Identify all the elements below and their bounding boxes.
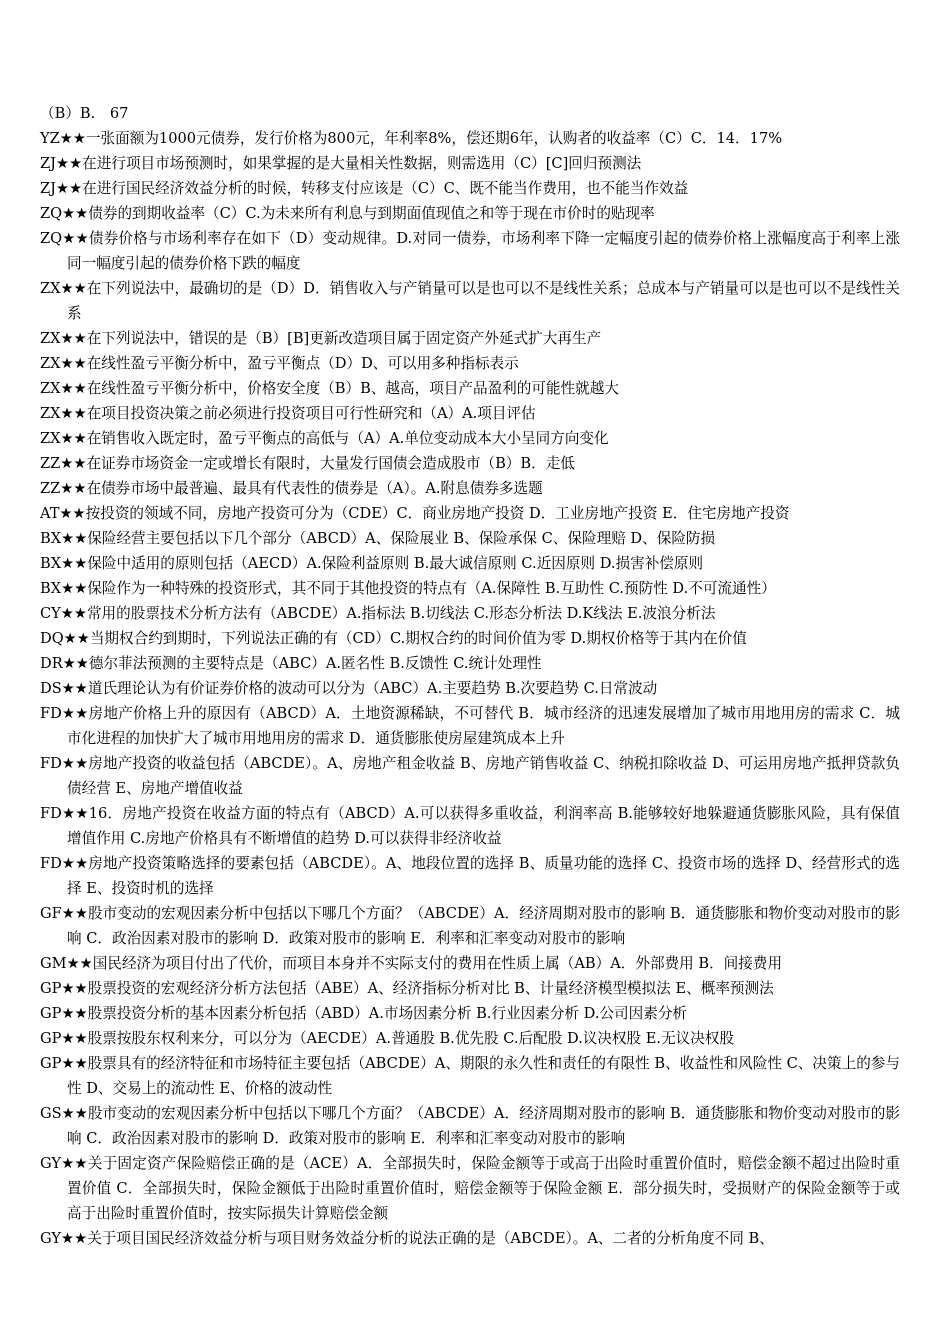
entry-line: GP★★股票具有的经济特征和市场特征主要包括（ABCDE）A、期限的永久性和责任的有限性 B、收益性和风险性 C、决策上的参与性 D、交易上的流动性 E、价格的波动性 — [40, 1055, 900, 1097]
entry-line: FD★★房地产投资的收益包括（ABCDE）。A、房地产租金收益 B、房地产销售收益 C、纳税扣除收益 D、可运用房地产抵押贷款负债经营 E、房地产增值收益 — [40, 755, 900, 797]
entry-line: GY★★关于固定资产保险赔偿正确的是（ACE）A．全部损失时，保险金额等于或高于出险时重置价值时，赔偿金额不超过出险时重置价值 C．全部损失时，保险金额低于出险时重置价值时，赔偿金额等于保险金额 E．部分损失时，受损财产的保险金额等于或高于出险时重置价值时，按实际损失计算赔偿金额 — [40, 1155, 900, 1222]
entry-line: DQ★★当期权合约到期时，下列说法正确的有（CD）C.期权合约的时间价值为零 D.期权价格等于其内在价值 — [40, 630, 747, 647]
entry-line: ZJ★★在进行项目市场预测时，如果掌握的是大量相关性数据，则需选用（C）[C]回归预测法 — [40, 155, 642, 172]
entry-line: FD★★房地产价格上升的原因有（ABCD）A．土地资源稀缺，不可替代 B．城市经济的迅速发展增加了城市用地用房的需求 C．城市化进程的加快扩大了城市用地用房的需求 D．通货膨胀使房屋建筑成本上升 — [40, 705, 900, 747]
entry-line: ZX★★在下列说法中，最确切的是（D）D．销售收入与产销量可以是也可以不是线性关系；总成本与产销量可以是也可以不是线性关系 — [40, 280, 900, 322]
entry-line: GY★★关于项目国民经济效益分析与项目财务效益分析的说法正确的是（ABCDE）。A、二者的分析角度不同 B、 — [40, 1230, 774, 1247]
entry-line: ZX★★在销售收入既定时，盈亏平衡点的高低与（A）A.单位变动成本大小呈同方向变化 — [40, 430, 609, 447]
entry-line: ZX★★在线性盈亏平衡分析中，盈亏平衡点（D）D、可以用多种指标表示 — [40, 355, 519, 372]
entry-line: DR★★德尔菲法预测的主要特点是（ABC）A.匿名性 B.反馈性 C.统计处理性 — [40, 655, 542, 672]
entry-line: BX★★保险经营主要包括以下几个部分（ABCD）A、保险展业 B、保险承保 C、保险理赔 D、保险防损 — [40, 530, 716, 547]
entry-line: DS★★道氏理论认为有价证券价格的波动可以分为（ABC）A.主要趋势 B.次要趋势 C.日常波动 — [40, 680, 658, 697]
entry-line: ZX★★在线性盈亏平衡分析中，价格安全度（B）B、越高，项目产品盈利的可能性就越大 — [40, 380, 619, 397]
document-body — [40, 101, 900, 1251]
entry-line: GP★★股票按股东权利来分，可以分为（AECDE）A.普通股 B.优先股 C.后配股 D.议决权股 E.无议决权股 — [40, 1030, 735, 1047]
entry-line: ZX★★在项目投资决策之前必须进行投资项目可行性研究和（A）A.项目评估 — [40, 405, 536, 422]
entry-line: FD★★16．房地产投资在收益方面的特点有（ABCD）A.可以获得多重收益，利润率高 B.能够较好地躲避通货膨胀风险，具有保值增值作用 C.房地产价格具有不断增值的趋势 D.可以获得非经济收益 — [40, 805, 900, 847]
entry-line: ZX★★在下列说法中，错误的是（B）[B]更新改造项目属于固定资产外延式扩大再生产 — [40, 330, 602, 347]
entry-line: AT★★按投资的领域不同，房地产投资可分为（CDE）C．商业房地产投资 D．工业房地产投资 E．住宅房地产投资 — [40, 505, 790, 522]
entry-line: GP★★股票投资分析的基本因素分析包括（ABD）A.市场因素分析 B.行业因素分析 D.公司因素分析 — [40, 1005, 688, 1022]
entry-line: GF★★股市变动的宏观因素分析中包括以下哪几个方面？（ABCDE）A．经济周期对股市的影响 B．通货膨胀和物价变动对股市的影响 C．政治因素对股市的影响 D．政策对股市的影响 E．利率和汇率变动对股市的影响 — [40, 905, 900, 947]
entry-line: ZZ★★在债券市场中最普遍、最具有代表性的债券是（A）。A.附息债券多选题 — [40, 480, 543, 497]
entry-line: ZZ★★在证券市场资金一定或增长有限时，大量发行国债会造成股市（B）B．走低 — [40, 455, 575, 472]
entry-line: FD★★房地产投资策略选择的要素包括（ABCDE）。A、地段位置的选择 B、质量功能的选择 C、投资市场的选择 D、经营形式的选择 E、投资时机的选择 — [40, 855, 900, 897]
entry-line: GM★★国民经济为项目付出了代价，而项目本身并不实际支付的费用在性质上属（AB）A．外部费用 B．间接费用 — [40, 955, 783, 972]
entry-line: （B）B. 67 — [40, 105, 129, 122]
entry-line: BX★★保险中适用的原则包括（AECD）A.保险利益原则 B.最大诚信原则 C.近因原则 D.损害补偿原则 — [40, 555, 704, 572]
entry-line: YZ★★一张面额为1000元债券，发行价格为800元，年利率8%，偿还期6年，认购者的收益率（C）C．14．17% — [40, 130, 783, 147]
entry-line: ZQ★★债券价格与市场利率存在如下（D）变动规律。D.对同一债券，市场利率下降一定幅度引起的债券价格上涨幅度高于利率上涨同一幅度引起的债券价格下跌的幅度 — [40, 230, 900, 272]
entry-line: ZQ★★债券的到期收益率（C）C.为未来所有利息与到期面值现值之和等于现在市价时的贴现率 — [40, 205, 655, 222]
entry-line: CY★★常用的股票技术分析方法有（ABCDE）A.指标法 B.切线法 C.形态分析法 D.K线法 E.波浪分析法 — [40, 605, 716, 622]
entry-line: ZJ★★在进行国民经济效益分析的时候，转移支付应该是（C）C、既不能当作费用，也不能当作效益 — [40, 180, 689, 197]
entry-line: BX★★保险作为一种特殊的投资形式，其不同于其他投资的特点有（A.保障性 B.互助性 C.预防性 D.不可流通性） — [40, 580, 776, 597]
entry-line: GP★★股票投资的宏观经济分析方法包括（ABE）A、经济指标分析对比 B、计量经济模型模拟法 E、概率预测法 — [40, 980, 774, 997]
entry-line: GS★★股市变动的宏观因素分析中包括以下哪几个方面？（ABCDE）A．经济周期对股市的影响 B．通货膨胀和物价变动对股市的影响 C．政治因素对股市的影响 D．政策对股市的影响 E．利率和汇率变动对股市的影响 — [40, 1105, 900, 1147]
